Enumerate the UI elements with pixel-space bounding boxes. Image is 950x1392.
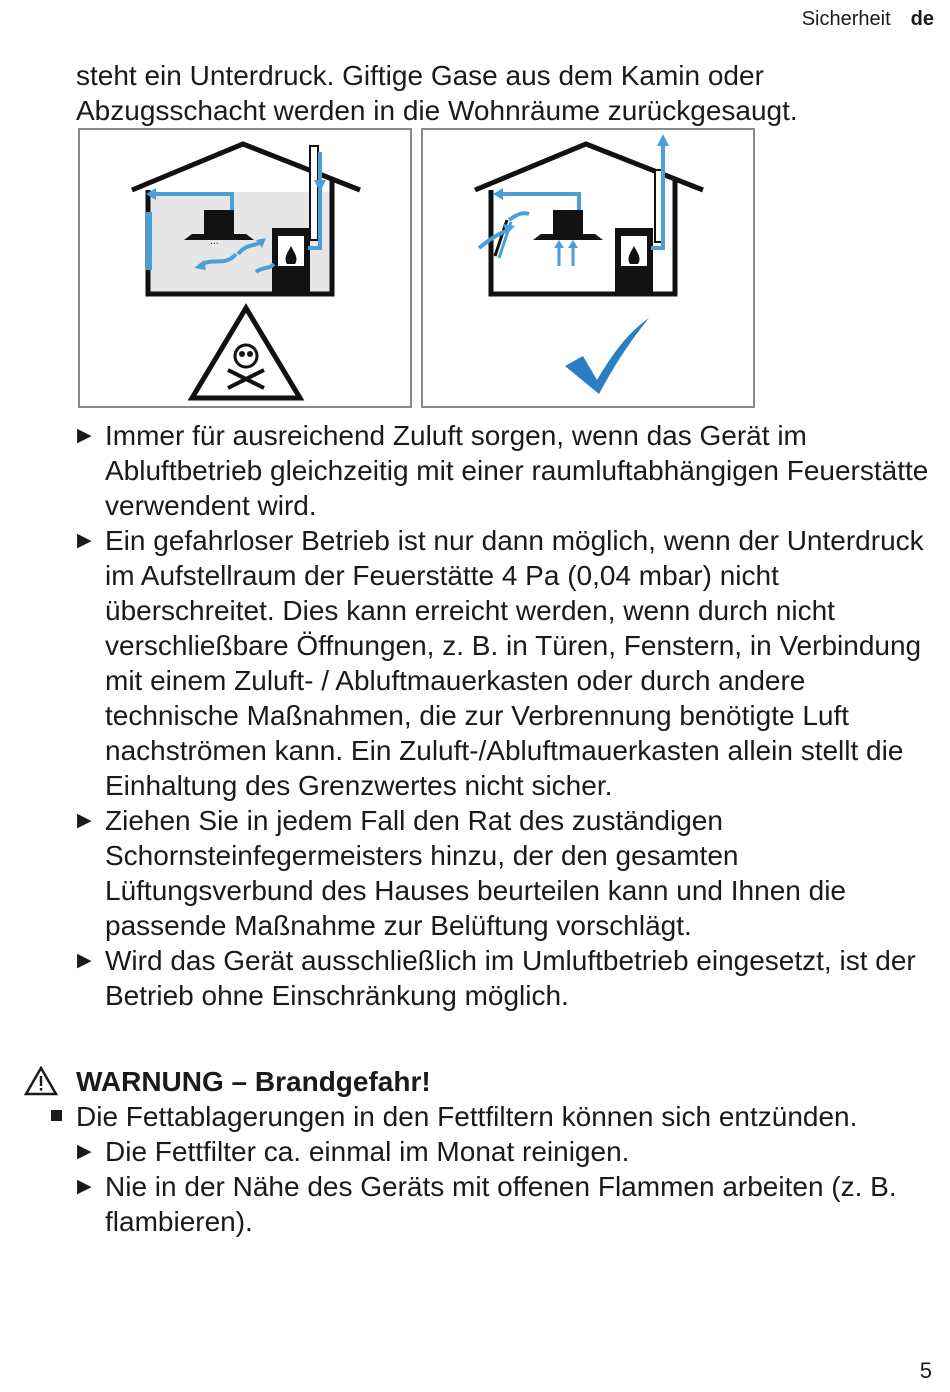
checkmark-icon <box>565 318 649 394</box>
intro-paragraph <box>76 58 931 128</box>
ventilation-figure <box>78 128 758 410</box>
page-number: 5 <box>919 1358 932 1383</box>
triangle-bullet-icon: ▶ <box>77 425 92 446</box>
triangle-bullet-icon: ▶ <box>77 950 92 971</box>
triangle-bullet-icon: ▶ <box>77 1141 92 1162</box>
list-item: ▶ Immer für ausreichend Zuluft sorgen, wenn das Gerät im Abluftbetrieb gleichzeitig mit einer raumluftabhängigen Feuerstätte verwendent wird. <box>77 420 929 521</box>
triangle-bullet-icon: ▶ <box>77 1176 92 1197</box>
triangle-bullet-icon: ▶ <box>77 810 92 831</box>
list-item: ▶ Ein gefahrloser Betrieb ist nur dann möglich, wenn der Unterdruck im Aufstellraum der Feuerstätte 4 Pa (0,04 mbar) nicht überschreitet. Dies kann erreicht werden, wenn durch nicht verschließbare Öffnungen, z. B. in Türen, Fenstern, in Verbindung mit einem Zuluft- / Abluftmauerkasten oder durch andere technische Maßnahmen, die zur Verbrennung benötigte Luft nachströmen kann. Ein Zuluft-/Abluftmauerkasten allein stellt die Einhaltung des Grenzwertes nicht sicher. <box>77 525 924 801</box>
triangle-bullet-icon: ▶ <box>77 530 92 551</box>
skull-warning-icon <box>192 308 300 398</box>
list-item: ▶ Nie in der Nähe des Geräts mit offenen Flammen arbeiten (z. B. flambieren). <box>77 1171 897 1237</box>
figure-panel-danger <box>78 128 412 408</box>
list-item: ▶ Ziehen Sie in jedem Fall den Rat des zuständigen Schornsteinfegermeisters hinzu, der den gesamten Lüftungsverbund des Hauses beurteilen kann und Ihnen die passende Maßnahme zur Belüftung vorschlägt. <box>77 805 846 941</box>
svg-text:...: ... <box>210 237 219 247</box>
warning-title: WARNUNG – Brandgefahr! <box>76 1066 431 1097</box>
figure-panel-safe <box>421 128 755 408</box>
language-code: de <box>910 8 934 30</box>
list-item: ▶ Die Fettfilter ca. einmal im Monat reinigen. <box>77 1136 630 1167</box>
intro-text: steht ein Unterdruck. Giftige Gase aus dem Kamin oder Abzugsschacht werden in die Wohnräume zurückgesaugt. <box>76 60 798 126</box>
square-bullet-icon <box>51 1110 62 1121</box>
warning-body <box>48 1099 928 1239</box>
warning-triangle-icon <box>24 1066 58 1096</box>
list-item: ▶ Wird das Gerät ausschließlich im Umluftbetrieb eingesetzt, ist der Betrieb ohne Einschränkung möglich. <box>77 945 916 1011</box>
house-underpressure-illustration <box>80 130 410 406</box>
instruction-list <box>76 418 931 1013</box>
warning-heading <box>24 1064 431 1099</box>
house-ventilated-illustration <box>423 130 753 406</box>
section-title: Sicherheit <box>801 8 891 30</box>
page-header <box>802 8 934 31</box>
hazard-item: Die Fettablagerungen in den Fettfiltern können sich entzünden. <box>48 1099 928 1134</box>
